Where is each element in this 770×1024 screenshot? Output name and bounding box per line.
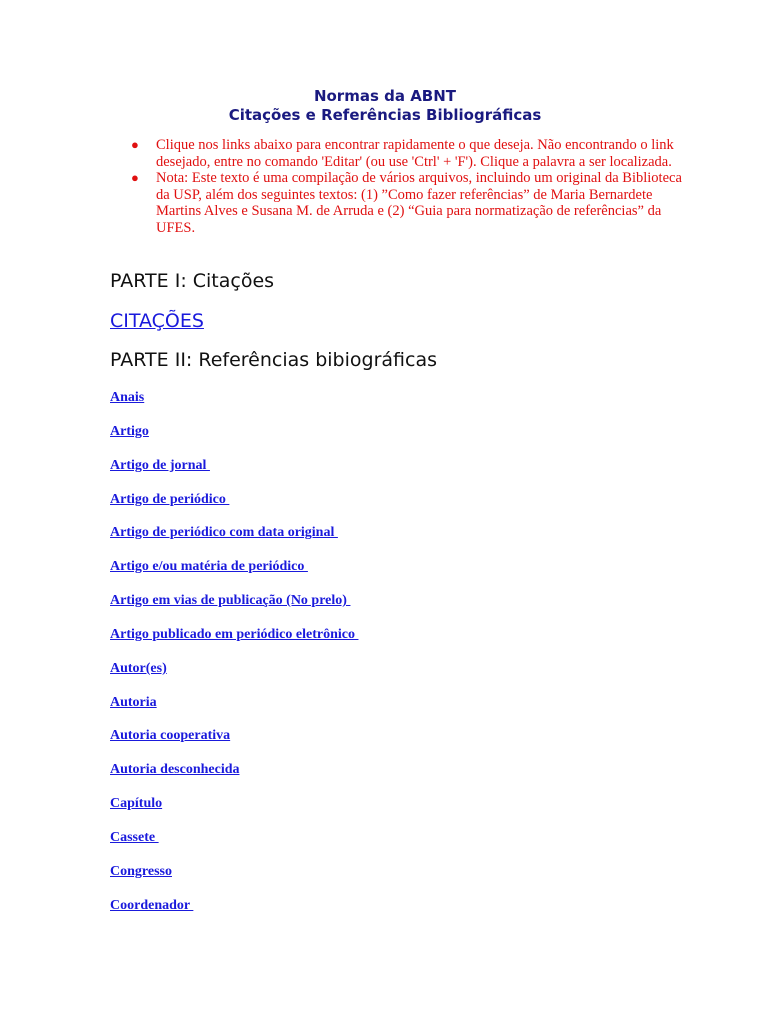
note-item: [131, 170, 691, 236]
reference-link-cassete[interactable]: Cassete: [110, 829, 159, 845]
list-item: [110, 660, 358, 694]
document-title: Normas da ABNT: [313, 87, 457, 105]
note-text: Clique nos links abaixo para encontrar rapidamente o que deseja. Não encontrando o link desejado, entre no comando 'Editar' (ou use 'Ctrl' + 'F'). Clique a palavra a ser localizada.: [156, 137, 674, 170]
list-item: [110, 863, 358, 897]
list-item: [110, 558, 358, 592]
reference-link-autores[interactable]: Autor(es): [110, 660, 167, 676]
citations-link[interactable]: CITAÇÕES: [110, 310, 204, 332]
reference-link-artigo[interactable]: Artigo: [110, 423, 149, 439]
reference-link-autoria[interactable]: Autoria: [110, 694, 157, 710]
reference-link-coordenador[interactable]: Coordenador: [110, 897, 194, 913]
reference-link-congresso[interactable]: Congresso: [110, 863, 172, 879]
reference-link-artigo-de-jornal[interactable]: Artigo de jornal: [110, 457, 210, 473]
notes-list: [131, 137, 691, 236]
bullet-icon: ●: [131, 170, 139, 185]
reference-link-autoria-desconhecida[interactable]: Autoria desconhecida: [110, 762, 240, 778]
reference-link-artigo-de-periodico[interactable]: Artigo de periódico: [110, 491, 230, 507]
reference-link-anais[interactable]: Anais: [110, 390, 145, 405]
reference-link-artigo-materia[interactable]: Artigo e/ou matéria de periódico: [110, 559, 308, 575]
list-item: [110, 524, 358, 558]
reference-link-capitulo[interactable]: Capítulo: [110, 796, 163, 812]
list-item: [110, 727, 358, 761]
reference-link-artigo-no-prelo[interactable]: Artigo em vias de publicação (No prelo): [110, 593, 351, 609]
list-item: [110, 795, 358, 829]
list-item: [110, 491, 358, 525]
reference-link-artigo-eletronico[interactable]: Artigo publicado em periódico eletrônico: [110, 626, 359, 642]
list-item: [110, 761, 358, 795]
reference-link-autoria-cooperativa[interactable]: Autoria cooperativa: [110, 728, 231, 744]
list-item: [110, 389, 358, 423]
note-text: Nota: Este texto é uma compilação de vários arquivos, incluindo um original da Biblioteca da USP, além dos seguintes textos: (1) ”Como fazer referências” de Maria Bernardete Martins Alves e Susana M. de Arruda e (2) “Guia para normatização de referências” da UFES.: [156, 170, 682, 236]
document-subtitle: Citações e Referências Bibliográficas: [228, 106, 542, 124]
list-item: [110, 897, 358, 931]
note-item: [131, 137, 691, 170]
references-link-list: [110, 389, 358, 931]
list-item: [110, 423, 358, 457]
bullet-icon: ●: [131, 137, 139, 152]
part1-heading: PARTE I: Citações: [110, 270, 275, 292]
list-item: [110, 626, 358, 660]
reference-link-artigo-data-original[interactable]: Artigo de periódico com data original: [110, 525, 338, 541]
list-item: [110, 592, 358, 626]
list-item: [110, 694, 358, 728]
list-item: [110, 829, 358, 863]
list-item: [110, 457, 358, 491]
part2-heading: PARTE II: Referências bibiográficas: [110, 349, 437, 371]
